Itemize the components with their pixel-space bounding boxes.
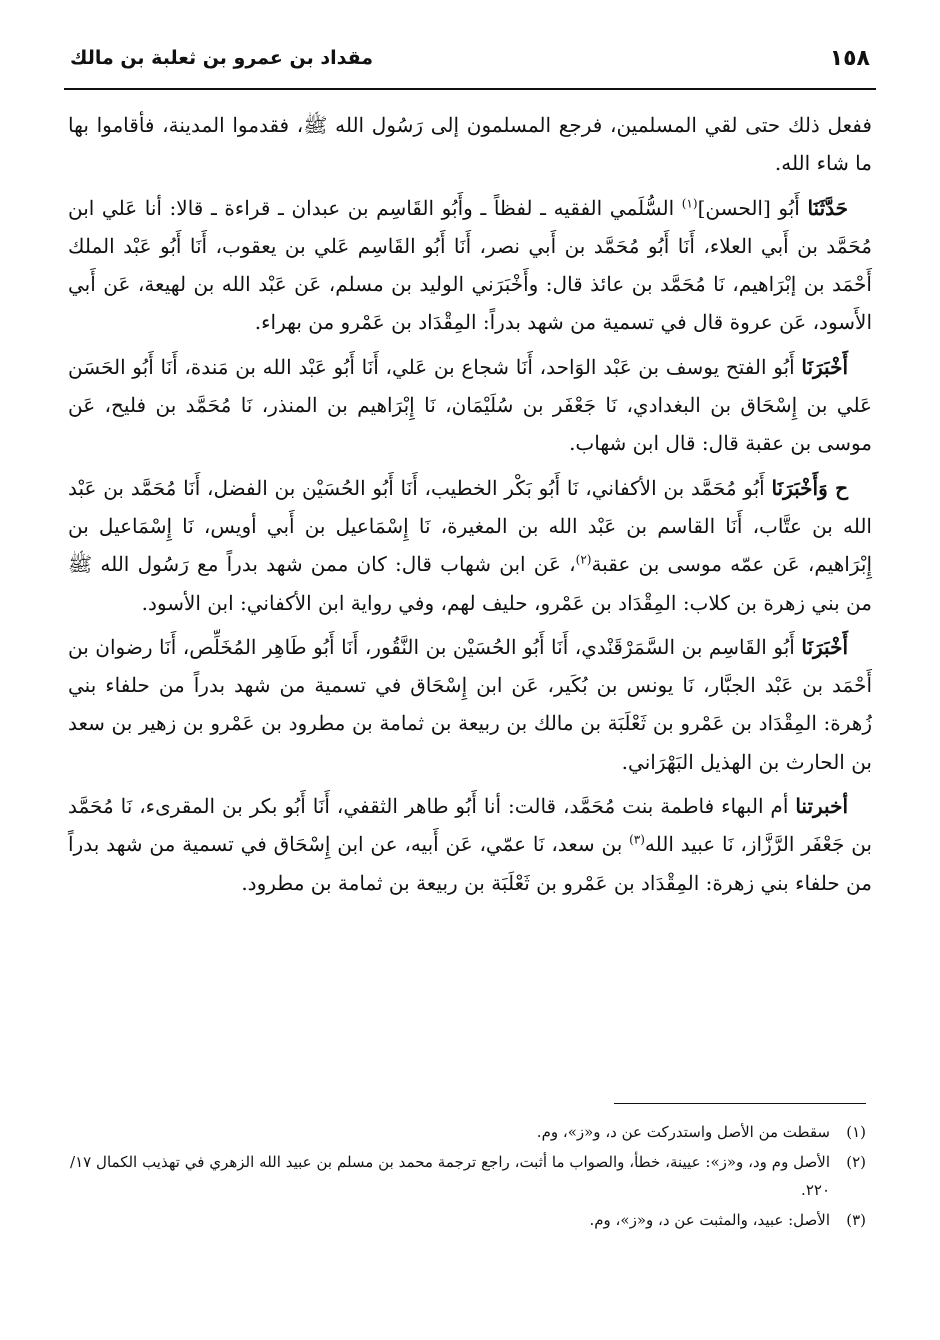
- paragraph-text: أَبُو [الحسن]: [697, 195, 808, 220]
- paragraph-1: [68, 106, 872, 183]
- footnote-ref-1[interactable]: (١): [681, 195, 698, 210]
- paragraph-6: [68, 787, 872, 902]
- running-title: مقداد بن عمرو بن ثعلبة بن مالك: [70, 47, 374, 69]
- paragraph-4: [68, 469, 872, 622]
- page-number: ١٥٨: [829, 45, 870, 71]
- narration-lead: أَخْبَرَنَا: [801, 354, 848, 379]
- footnote-number: (١): [846, 1123, 866, 1141]
- footnote-2: [70, 1148, 866, 1204]
- footnote-number: (٢): [846, 1153, 866, 1171]
- narration-lead: أَخْبَرَنَا: [801, 634, 848, 659]
- paragraph-text: ففعل ذلك حتى لقي المسلمين، فرجع المسلمون إلى رَسُول الله ﷺ، فقدموا المدينة، فأقاموا بها ما شاء الله.: [68, 113, 872, 176]
- footnote-ref-3[interactable]: (٣): [629, 832, 645, 847]
- paragraph-text: أَبُو القَاسِم بن السَّمَرْقَنْدي، أَنَا أَبُو الحُسَيْن بن النَّقُور، أَنَا أَبُو طَاهِر المُخَلِّص، أَنَا رضوان بن أَحْمَد بن عَبْد الجبَّار، نَا يونس بن بُكَير، عَن ابن إِسْحَاق في تسمية من شهد بدراً من حلفاء بني زُهرة: المِقْدَاد بن عَمْرو بن ثَعْلَبَة بن مالك بن ربيعة بن ثمامة بن مطرود بن عَمْرو بن زهير بن سعد بن الحارث بن الهذيل البَهْرَاني.: [68, 634, 872, 774]
- paragraph-text: أَبُو مُحَمَّد بن الأكفاني، نَا أَبُو بَكْر الخطيب، أَنَا أَبُو الحُسَيْن بن الفضل، أَنَا مُحَمَّد بن عَبْد الله بن عتَّاب، أَنَا القاسم بن عَبْد الله بن المغيرة، نَا إِسْمَاعيل بن أَبي أويس، نَا إِسْمَاعيل بن إِبْرَاهيم، عَن عمّه موسى بن عقبة: [68, 475, 872, 577]
- paragraph-text: بن سعد، نَا عمّي، عَن أَبيه، عن ابن إِسْحَاق في تسمية من شهد بدراً من حلفاء بني زهرة: المِقْدَاد بن عَمْرو بن ثَعْلَبَة بن ربيعة بن ثمامة بن مطرود.: [68, 832, 872, 895]
- paragraph-2: [68, 189, 872, 342]
- paragraph-text: أَبُو الفتح يوسف بن عَبْد الوَاحد، أَنَا شجاع بن عَلي، أَنَا أَبُو عَبْد الله بن مَندة، أَنَا أَبُو الحَسَن عَلي بن إِسْحَاق بن البغدادي، نَا جَعْفَر بن سُلَيْمَان، نَا إِبْرَاهيم بن المنذر، نَا مُحَمَّد بن فليح، عَن موسى بن عقبة قال: قال ابن شهاب.: [68, 354, 872, 456]
- header-rule: [64, 88, 876, 90]
- paragraph-text: ، عَن ابن شهاب قال: كان ممن شهد بدراً مع رَسُول الله ﷺ من بني زهرة بن كلاب: المِقْدَاد بن عَمْرو، حليف لهم، وفي رواية ابن الأكفاني: ابن الأسود.: [68, 552, 872, 615]
- narration-lead: أخبرتنا: [795, 794, 848, 819]
- narration-lead: ح وَأَخْبَرَنَا: [771, 475, 848, 500]
- footnotes: [70, 1118, 866, 1236]
- footnote-text: الأصل: عبيد، والمثبت عن د، و«ز»، وم.: [589, 1211, 830, 1229]
- footnote-1: [70, 1118, 866, 1146]
- narration-lead: حَدَّثَنَا: [807, 195, 848, 220]
- footnote-text: سقطت من الأصل واستدركت عن د، و«ز»، وم.: [536, 1123, 830, 1141]
- footnote-3: [70, 1206, 866, 1234]
- main-text: [68, 106, 872, 902]
- paragraph-3: [68, 348, 872, 463]
- footnote-text: الأصل وم ود، و«ز»: عيينة، خطأ، والصواب ما أثبت، راجع ترجمة محمد بن مسلم بن عبيد الله الزهري في تهذيب الكمال ١٧/ ٢٢٠.: [70, 1153, 830, 1199]
- footnote-number: (٣): [846, 1211, 866, 1229]
- footnote-ref-2[interactable]: (٢): [575, 552, 592, 567]
- paragraph-text: السُّلَمي الفقيه ـ لفظاً ـ وأَبُو القَاسِم بن عبدان ـ قراءة ـ قالا: أنا عَلي ابن مُحَمَّد بن أَبي العلاء، أَنَا أَبُو مُحَمَّد بن أَبي نصر، أَنَا أَبُو القَاسِم عَلي بن يعقوب، أَنَا أَبُو عَبْد الملك أَحْمَد بن إبْرَاهيم، نَا مُحَمَّد بن عائذ قال: وأَخْبَرَني الوليد بن مسلم، عَن عَبْد الله بن لهيعة، عَن أَبي الأَسود، عَن عروة قال في تسمية من شهد بدراً: المِقْدَاد بن عَمْرو من بهراء.: [68, 195, 872, 335]
- footnote-separator: [614, 1103, 866, 1104]
- running-head: [70, 38, 870, 78]
- paragraph-5: [68, 628, 872, 781]
- paragraph-text: أم البهاء فاطمة بنت مُحَمَّد، قالت: أنا أَبُو طاهر الثقفي، أَنَا أَبُو بكر بن المقرىء، نَا مُحَمَّد بن جَعْفَر الرَّزَّاز، نَا عبيد الله: [68, 794, 872, 857]
